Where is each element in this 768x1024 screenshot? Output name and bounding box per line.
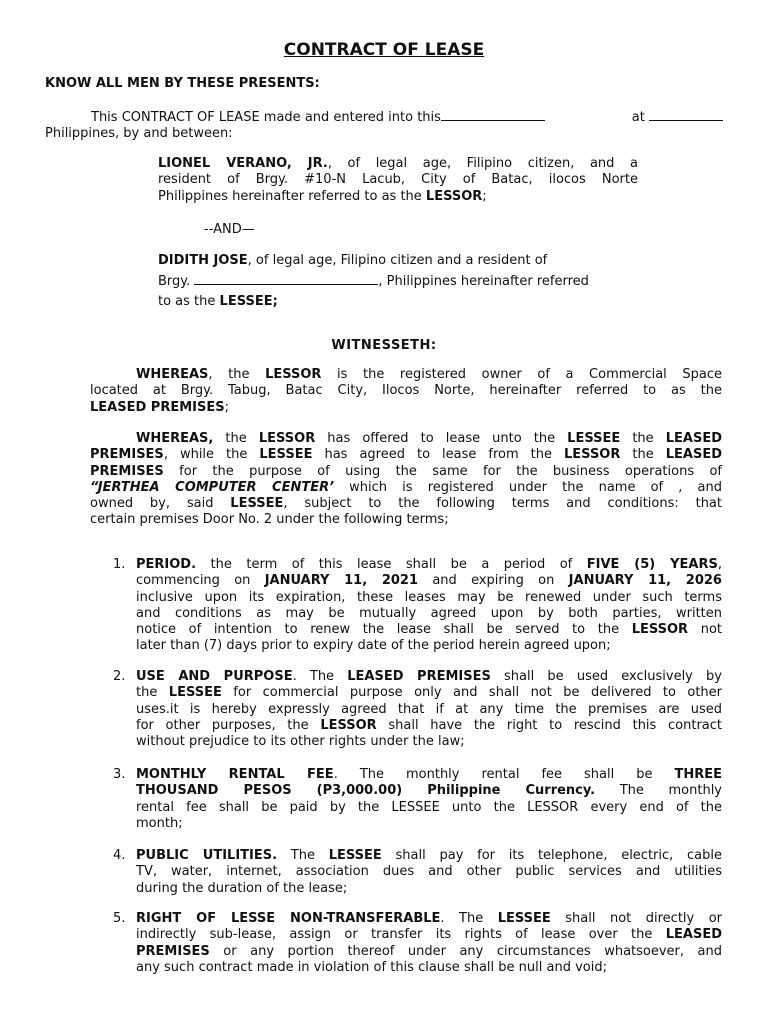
whereas-paragraph-2: WHEREAS, the LESSOR has offered to lease unto the LESSEE the LEASED PREMISES, while the LESSEE has agreed to lease from the LESSOR the LEASED PREMISES for the purpose of using the same for the business operations of “JERTHEA COMPUTER CENTER’ which is registered under the name of , and owned by, said LESSEE, subject to the following terms and conditions: that certain premises Door No. 2 under the following terms; xyxy=(90,431,722,528)
lessee-name: DIDITH JOSE xyxy=(158,253,248,268)
preamble-paragraph: This CONTRACT OF LEASE made and entered into this at Philippines, by and between: xyxy=(45,108,723,143)
document-page: CONTRACT OF LEASE KNOW ALL MEN BY THESE PRESENTS: This CONTRACT OF LEASE made and entered into this at Philippines, by and between: LIONEL VERANO, JR., of legal age, Filipino citizen, and a resident of Brgy. #10-N Lacub, City of Batac, ilocos Norte Philippines hereinafter referred to as the LESSOR; --AND— DIDITH JOSE, of legal age, Filipino citizen and a resident of Brgy. , Philippines hereinafter referred to as the LESSEE; WITNESSETH: WHEREAS, the LESSOR is the registered owner of a Commercial Space located at Brgy. Tabug, Batac City, Ilocos Norte, hereinafter referred to as the LEASED PREMISES; WHEREAS, the LESSOR has offered to lease unto the LESSEE the LEASED PREMISES, while the LESSEE has agreed to lease from the LESSOR the LEASED PREMISES for the purpose of using the same for the business operations of “JERTHEA COMPUTER CENTER’ which is registered under the name of , and owned by, said LESSEE, subject to the following terms and conditions: that certain premises Door No. 2 under the following terms; 1. PERIOD. the term of this lease shall be a period of FIVE (5) YEARS, commencing on JANUARY 11, 2021 and expiring on JANUARY 11, 2026 inclusive upon its expiration, these leases may be renewed under such terms and conditions as may be mutually agreed upon by both parties, written notice of intention to renew the lease shall be served to the LESSOR not later than (7) days prior to expiry date of the period herein agreed upon; 2. USE AND PURPOSE. The LEASED PREMISES shall be used exclusively by the LESSEE for commercial purpose only and shall not be delivered to other uses.it is hereby expressly agreed that if at any time the premises are used for other purposes, the LESSOR shall have the right to rescind this contract without prejudice to its other rights under the law; 3. MONTHLY RENTAL FEE. The monthly rental fee shall be THREE THOUSAND PESOS (P3,000.00) Philippine Currency. The monthly rental fee shall be paid by the LESSEE unto the LESSOR every end of the month; 4. PUBLIC UTILITIES. The LESSEE shall pay for its telephone, electric, cable TV, water, internet, association dues and other public services and utilities during the duration of the lease; 5. RIGHT OF LESSE NON-TRANSFERABLE. The LESSEE shall not directly or indirectly sub-lease, assign or transfer its rights of lease over the LEASED PREMISES or any portion thereof under any circumstances whatsoever, and any such contract made in violation of this clause shall be null and void; xyxy=(0,0,768,1024)
lessor-party: LIONEL VERANO, JR., of legal age, Filipino citizen, and a resident of Brgy. #10-N Lacub, City of Batac, ilocos Norte Philippines hereinafter referred to as the LESSOR; xyxy=(158,156,638,204)
and-separator: --AND— xyxy=(204,222,255,237)
lessor-name: LIONEL VERANO, JR. xyxy=(158,156,328,171)
preamble-line-1: This CONTRACT OF LEASE made and entered into this at xyxy=(45,108,723,126)
know-all-heading: KNOW ALL MEN BY THESE PRESENTS: xyxy=(45,76,320,91)
place-blank xyxy=(649,108,723,121)
document-title: CONTRACT OF LEASE xyxy=(283,40,485,60)
witnesseth-heading: WITNESSETH: xyxy=(331,338,437,353)
date-blank xyxy=(441,108,545,121)
whereas-paragraph-1: WHEREAS, the LESSOR is the registered owner of a Commercial Space located at Brgy. Tabug, Batac City, Ilocos Norte, hereinafter referred to as the LEASED PREMISES; xyxy=(90,367,722,415)
company-name: “JERTHEA COMPUTER CENTER’ xyxy=(90,479,335,495)
lessee-party: DIDITH JOSE, of legal age, Filipino citizen and a resident of Brgy. , Philippines hereinafter referred to as the LESSEE; xyxy=(158,253,589,309)
brgy-blank xyxy=(194,272,378,285)
